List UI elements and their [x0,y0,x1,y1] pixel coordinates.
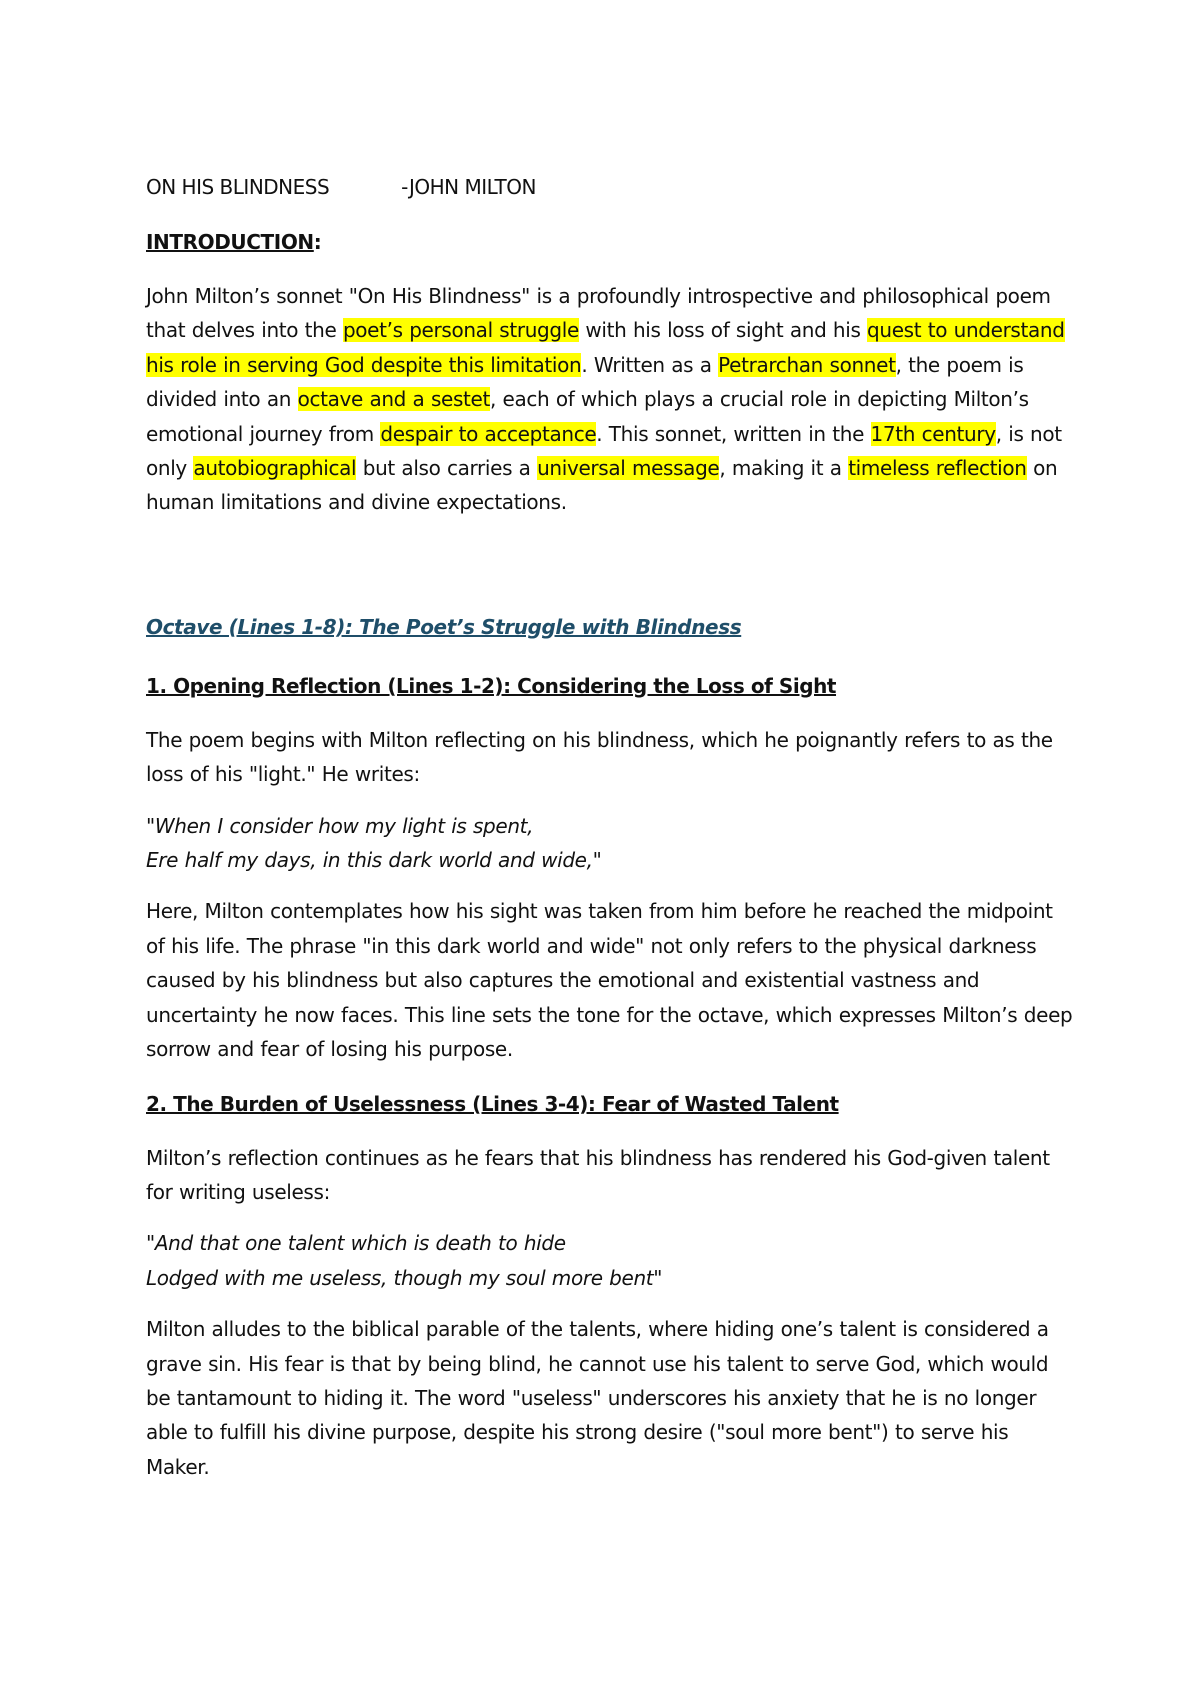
section-1-quote [146,809,1076,878]
section-2-paragraph-2: Milton alludes to the biblical parable of the talents, where hiding one’s talent is considered a grave sin. His fear is that by being blind, he cannot use his talent to serve God, which would be tantamount to hiding it. The word "useless" underscores his anxiety that he is no longer able to fulfill his divine purpose, despite his strong desire ("soul more bent") to serve his Maker. [146,1317,1049,1479]
title-line [146,170,1076,204]
highlighted-phrase: quest to understand his role in serving God despite this limitation [146,318,1065,377]
introduction-paragraph [146,279,1076,520]
section-1-quote-line-2: Ere half my days, in this dark world and wide," [146,848,602,873]
intro-text-segment: John Milton’s sonnet "On His Blindness" is a profoundly introspective and philosophical poem that delves into the [146,284,1051,343]
introduction-heading-text: INTRODUCTION [146,230,314,254]
section-2-paragraph-1: Milton’s reflection continues as he fears that his blindness has rendered his God-given talent for writing useless: [146,1145,1050,1204]
section-2-quote [146,1226,1076,1295]
highlighted-phrase: octave and a sestet [297,387,490,412]
section-2-quote-close: " [653,1265,663,1290]
intro-text-segment: . Written as a [581,352,719,377]
intro-text-segment: with his loss of sight and his [578,318,868,343]
section-1-paragraph-2: Here, Milton contemplates how his sight was taken from him before he reached the midpoint of his life. The phrase "in this dark world and wide" not only refers to the physical darkness caused by his blindness but also captures the emotional and existential vastness and uncertainty he now faces. This line sets the tone for the octave, which expresses Milton’s deep sorrow and fear of losing his purpose. [146,899,1073,1062]
intro-text-segment: but also carries a [356,456,538,481]
section-1-heading: 1. Opening Reflection (Lines 1-2): Considering the Loss of Sight [146,673,837,698]
intro-text-segment: , is not only [146,421,1062,481]
highlighted-phrase: Petrarchan sonnet [718,352,896,377]
highlighted-phrase: autobiographical [193,456,357,481]
intro-text-segment: , the poem is divided into an [146,352,1024,412]
section-1-paragraph-1: The poem begins with Milton reflecting on his blindness, which he poignantly refers to as the loss of his "light." He writes: [146,727,1053,787]
introduction-heading-suffix: : [313,230,322,254]
intro-text-segment: on human limitations and divine expectations. [146,456,1058,515]
section-1-quote-line-1: "When I consider how my light is spent, [146,813,534,838]
section-2-quote-line-1: "And that one talent which is death to hide [146,1231,566,1256]
intro-text-segment: , making it a [719,456,849,481]
section-2-quote-line-2: Lodged with me useless, though my soul more bent [146,1265,654,1290]
highlighted-phrase: poet’s personal struggle [342,318,579,343]
poem-author: -JOHN MILTON [401,175,536,199]
intro-text-segment: , each of which plays a crucial role in depicting Milton’s emotional journey from [146,387,1029,446]
highlighted-phrase: timeless reflection [848,456,1027,481]
document-page [146,170,1076,1484]
highlighted-phrase: 17th century [870,421,996,446]
section-2-heading: 2. The Burden of Uselessness (Lines 3-4): Fear of Wasted Talent [146,1091,839,1116]
poem-title: ON HIS BLINDNESS [146,175,330,199]
intro-text-segment: . This sonnet, written in the [596,421,871,446]
highlighted-phrase: despair to acceptance [380,421,597,446]
octave-heading: Octave (Lines 1-8): The Poet’s Struggle with Blindness [146,614,742,639]
introduction-heading [146,225,1076,259]
highlighted-phrase: universal message [537,456,720,481]
